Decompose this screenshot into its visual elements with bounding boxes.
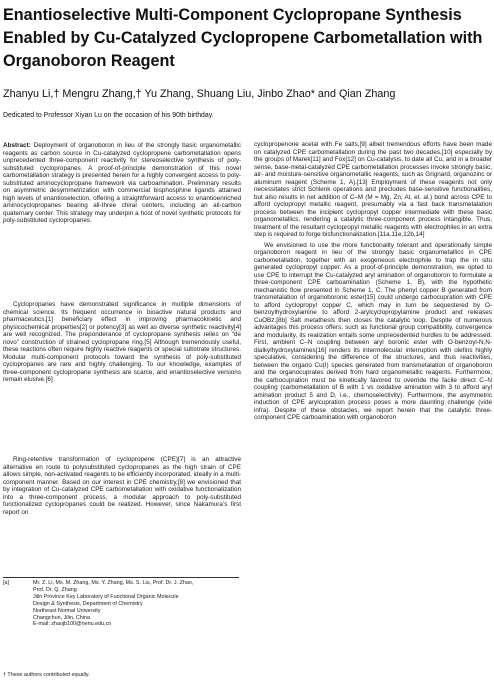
dedication-line: Dedicated to Professor Xiyan Lu on the occasion of his 90th birthday. [3,112,214,119]
abstract [3,142,241,225]
author-list: Zhanyu Li,† Mengru Zhang,† Yu Zhang, Shuang Liu, Jinbo Zhao* and Qian Zhang [3,88,396,100]
right-paragraph-1: cyclopropenone acetal with Fe salts,[9] albeit tremendous efforts have been made on catalyzed CPE carbometallation during the past two decades,[10] especially by the groups of Marek[11] and Fox[12] on Cu-catalysis, to date all Cu, and in a broader sense, base-metal-catalyzed CPE carbometallation processes invoke strongly basic, air- and moisture-sensitive organometallic reagents, such as Grignard, organozinc or aluminum reagent (Scheme 1, A).[13] Employment of these reagents not only necessitates strict Schlenk operations and precludes base-sensitive functionalities, but also results in net addition of C–M (M = Mg, Zn, Al, et. al.) bond across CPE to afford cyclopropyl metallic reagent, presumably via a fast back transmetalation process between the incipient cyclopropyl copper intermediate with these basic organometallics, rendering a catalytic three-component process intangible. Thus, treatment of the resultant cyclopropyl metallic reagents with electrophiles in an extra step is required to forge bisfunctionalization.[11a,11e,12b,14] [254,141,492,238]
footnote-line: Design & Synthesis, Department of Chemistry [33,600,143,607]
intro-paragraph-1-text: Cyclopropanes have demonstrated significance in multiple dimensions of chemical science. Its frequent occurrence in bioactive natural products and pharmaceutics,[1] beneficiary effect in improving pharmacokinetic and physicochemical properties[2] or potency[3] as well as diverse synthetic reactivity[4] are well recognized. The preponderance of cyclopropane synthesis relies on “de novo” construction of strained cyclopropane ring.[5] Although tremendously useful, these reactions often require highly reactive reagents or special substrate structures. Modular multi-component protocols toward the synthesis of poly-substituted cyclopropanes are rare and highly challenging. To our knowledge, examples of three-component cyclopropane synthesis are scarce, and enantioselective versions remain elusive.[6] [3,301,241,383]
abstract-text: Deployment of organoboron in lieu of the strongly basic organometallic reagents as carbon source in Cu-catalyzed cyclopropene carbometallation opens unprecedented three-component reactivity for stereoselective synthesis of poly-substituted cyclopropanes. A proof-of-principle demonstration of this novel carbometallation strategy is presented herein for a highly convergent access to poly-substituted aminocyclopropane framework via carboamination. Preliminary results on asymmetric desymmetrization with commercial bisphosphine ligands attained high levels of enantioselection, offering a straightforward access to enantioenriched aminocyclopropanes bearing all-three chiral centers, including an all-carbon quaternary center. This strategy may underpin a host of novel synthetic protocols for poly-substituted cyclopropanes. [3,142,241,224]
footnote-email: E-mail: zhaojb100@nenu.edu.cn [33,621,112,628]
right-column [254,141,492,422]
affiliation-footnote [33,580,238,628]
paper-title: Enantioselective Multi-Component Cyclopropane Synthesis Enabled by Cu-Catalyzed Cyclopropene Carbometallation with Organoboron Reagent [3,6,483,70]
footnote-line: Prof. Dr. Q. Zhang [33,586,77,593]
footnote-line: Mr. Z. Li, Ms. M. Zhang, Ms. Y. Zhang, Ms. S. Liu, Prof. Dr. J. Zhao, [33,580,194,586]
equal-contribution-note: † These authors contributed equally. [3,672,90,678]
footnote-line: Changchun, Jilin, China [33,614,90,621]
abstract-label: Abstract: [3,142,31,149]
footnote-divider [3,577,239,578]
right-paragraph-2: We envisioned to use the more functionality tolerant and operationally simple organoboron reagent in lieu of the strongly basic organometallics in CPE carbometallation, together with an exogeneous electrophile to trap the in situ generated cyclopropyl copper. As a proof-of-principle demonstration, we opted to use CPE to interrupt the Cu-catalyzed aryl amination of organoboron to formulate a three-component CPE carboamination (Scheme 1, B), with the hypothetic mechanistic flow presented in Scheme 1, C. The phenyl copper B generated from transmetalation of organoboronic ester[15] could undergo carbocupration with CPE to afford cyclopropyl copper C, which may in turn be sequestered by O-benzoylhydroxylamine to afford 2-arylcyclopropylamine product and releases CuOBz.[8b] Salt metathesis then closes the catalytic loop. Despite of numerous advantages this process offers, such as functional group compatibility, convergence and modularity, its realization entails some unprecedented hurdles to be addressed. First, ambient C–N coupling between aryl boronic ester with O-benzoyl-N,N-dialkylhydroxylamines[16] renders its intermolecular interruption with olefins highly speculative, considering the difference of the structures, and thus reactivities, between the organo Cu(I) species generated from transmetalation of organoboron and the organocuprates derived from hard organometallic reagents. Furthermore, the carbocupration must be kinetically favored to override the facile direct C–N coupling (carbometallation of B with 1 vs oxidative amination with 3 to afford aryl amination product 5 and D, i.e., chemoselectivity). Furthermore, the asymmetric induction of CPE arylcupration process poses a more daunting challenge (vide infra). Despite of these obstacles, we report herein that the catalytic three-component CPE carboamination with organoboron [254,241,492,421]
footnote-marker: [a] [3,580,9,586]
footnote-line: Northeast Normal University [33,607,101,614]
footnote-line: Jilin Province Key Laboratory of Functional Organic Molecule [33,593,179,600]
intro-paragraph-1 [3,301,241,384]
intro-paragraph-2 [3,456,241,516]
intro-paragraph-2-text: Ring-retentive transformation of cyclopropene (CPE)[7] is an attractive alternative en route to polysubstituted cyclopropanes as the high strain of CPE allows simple, non-activated reagents to be efficiently incorporated, ideally in a multi-component manner. Based on our interest in CPE chemistry,[8] we envisioned that by integration of Cu-catalyzed CPE carbometallation with oxidative functionalization into a three-component process, a modular approach to poly-substituted functionalized cyclopropanes could be realized. However, since Nakamura’s first report on [3,456,241,516]
